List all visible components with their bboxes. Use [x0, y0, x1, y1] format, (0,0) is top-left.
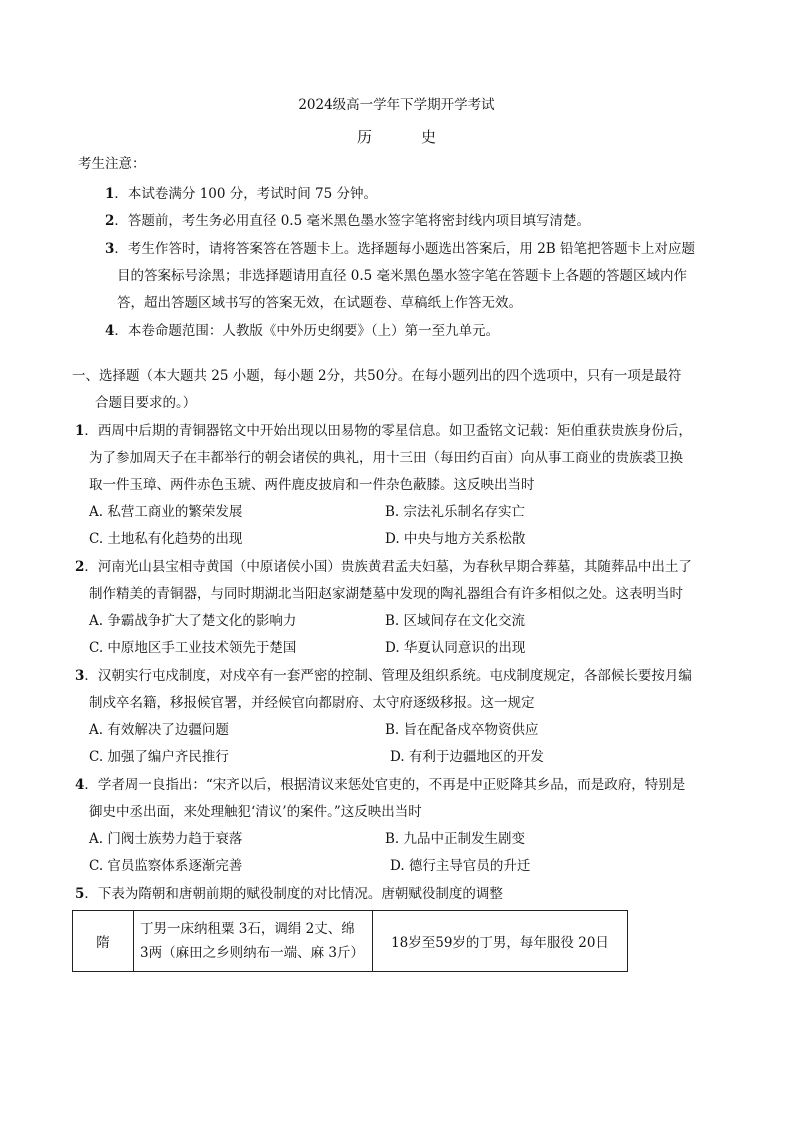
table-cell-dynasty: 隋 — [73, 911, 134, 972]
question-3-option-a[interactable]: A. 有效解决了边疆问题 — [89, 722, 229, 738]
exam-title: 2024级高一学年下学期开学考试 — [298, 97, 495, 113]
notice-item-num: 4 — [105, 323, 115, 339]
notice-item-1: 1．本试卷满分 100 分，考试时间 75 分钟。 — [105, 186, 378, 202]
subject-char-2: 史 — [420, 128, 436, 146]
notice-item-text: 考生作答时，请将答案答在答题卡上。选择题每小题选出答案后，用 2B 铅笔把答题卡上对应题 — [127, 241, 695, 257]
question-4-option-d[interactable]: D. 德行主导官员的升迁 — [390, 858, 531, 874]
question-2-option-c[interactable]: C. 中原地区手工业技术领先于楚国 — [89, 640, 297, 656]
question-1-stem-line-2: 为了参加周天子在丰都举行的朝会诸侯的典礼，用十三田（每田约百亩）向从事工商业的贵族裘卫换 — [89, 450, 683, 466]
subject-title — [0, 128, 793, 146]
notice-item-num: 3 — [105, 241, 115, 257]
question-2-option-a[interactable]: A. 争霸战争扩大了楚文化的影响力 — [89, 613, 297, 629]
question-4-stem: 4．学者周一良指出：“宋齐以后，根据清议来惩处官吏的，不再是中正贬降其乡品，而是政府，特别是 — [75, 777, 686, 793]
section-heading-line-2: 合题目要求的。） — [95, 395, 197, 411]
notice-heading: 考生注意： — [78, 156, 146, 172]
notice-item-4: 4．本卷命题范围：人教版《中外历史纲要》（上）第一至九单元。 — [105, 323, 500, 339]
question-num: 3 — [75, 668, 85, 684]
notice-item-3-line-3: 答，超出答题区域书写的答案无效，在试题卷、草稿纸上作答无效。 — [117, 295, 522, 311]
question-4-option-c[interactable]: C. 官员监察体系逐渐完善 — [89, 858, 243, 874]
notice-item-3-line-2: 目的答案标号涂黑；非选择题请用直径 0.5 毫米黑色墨水签字笔在答题卡上各题的答题区域内作 — [117, 268, 688, 284]
question-3-stem: 3．汉朝实行屯戍制度，对戍卒有一套严密的控制、管理及组织系统。屯戍制度规定，各部候长要按月编 — [75, 668, 692, 684]
notice-item-text: 答题前，考生务必用直径 0.5 毫米黑色墨水签字笔将密封线内项目填写清楚。 — [127, 213, 590, 229]
table-cell-tax: 丁男一床纳租粟 3石，调绢 2丈、绵 3两（麻田之乡则纳布一端、麻 3斤） — [134, 911, 373, 972]
question-3-option-c[interactable]: C. 加强了编户齐民推行 — [89, 749, 229, 765]
question-1-option-c[interactable]: C. 土地私有化趋势的出现 — [89, 531, 243, 547]
question-num: 2 — [75, 559, 85, 575]
notice-item-text: 本试卷满分 100 分，考试时间 75 分钟。 — [127, 186, 378, 202]
question-num: 1 — [75, 423, 85, 439]
question-4-option-a[interactable]: A. 门阀士族势力趋于衰落 — [89, 831, 243, 847]
question-3-option-b[interactable]: B. 旨在配备戍卒物资供应 — [385, 722, 539, 738]
question-1-stem-line-3: 取一件玉璋、两件赤色玉琥、两件鹿皮披肩和一件杂色蔽膝。这反映出当时 — [89, 477, 535, 493]
table-cell-labor: 18岁至59岁的丁男，每年服役 20日 — [373, 911, 628, 972]
notice-item-text: 本卷命题范围：人教版《中外历史纲要》（上）第一至九单元。 — [127, 323, 500, 339]
tax-comparison-table — [72, 910, 628, 972]
notice-item-num: 2 — [105, 213, 115, 229]
question-4-stem-line-2: 御史中丞出面，来处理触犯‘清议’的案件。”这反映出当时 — [89, 804, 422, 820]
section-heading: 一、选择题（本大题共 25 小题，每小题 2分，共50分。在每小题列出的四个选项中，只有一项是最符 — [72, 368, 682, 384]
question-1-option-a[interactable]: A. 私营工商业的繁荣发展 — [89, 504, 243, 520]
question-1-stem: 1．西周中后期的青铜器铭文中开始出现以田易物的零星信息。如卫盉铭文记载：矩伯重获贵族身份后， — [75, 423, 692, 439]
question-num: 4 — [75, 777, 85, 793]
question-2-stem: 2．河南光山县宝相寺黄国（中原诸侯小国）贵族黄君孟夫妇墓，为春秋早期合葬墓，其随葬品中出土了 — [75, 559, 692, 575]
question-3-stem-line-2: 制戍卒名籍，移报候官署，并经候官向都尉府、太守府逐级移报。这一规定 — [89, 695, 535, 711]
question-num: 5 — [75, 886, 85, 902]
question-1-option-b[interactable]: B. 宗法礼乐制名存实亡 — [385, 504, 526, 520]
question-5-stem: 5．下表为隋朝和唐朝前期的赋役制度的对比情况。唐朝赋役制度的调整 — [75, 886, 503, 902]
notice-item-3: 3．考生作答时，请将答案答在答题卡上。选择题每小题选出答案后，用 2B 铅笔把答题卡上对应题 — [105, 241, 695, 257]
table-row — [73, 911, 628, 972]
question-2-option-d[interactable]: D. 华夏认同意识的出现 — [385, 640, 526, 656]
question-2-stem-line-2: 制作精美的青铜器，与同时期湖北当阳赵家湖楚墓中发现的陶礼器组合有许多相似之处。这表明当时 — [89, 586, 683, 602]
notice-item-num: 1 — [105, 186, 115, 202]
question-4-option-b[interactable]: B. 九品中正制发生剧变 — [385, 831, 526, 847]
question-1-option-d[interactable]: D. 中央与地方关系松散 — [385, 531, 526, 547]
subject-char-1: 历 — [356, 128, 372, 146]
notice-item-2: 2．答题前，考生务必用直径 0.5 毫米黑色墨水签字笔将密封线内项目填写清楚。 — [105, 213, 590, 229]
question-2-option-b[interactable]: B. 区域间存在文化交流 — [385, 613, 526, 629]
question-3-option-d[interactable]: D. 有利于边疆地区的开发 — [390, 749, 544, 765]
